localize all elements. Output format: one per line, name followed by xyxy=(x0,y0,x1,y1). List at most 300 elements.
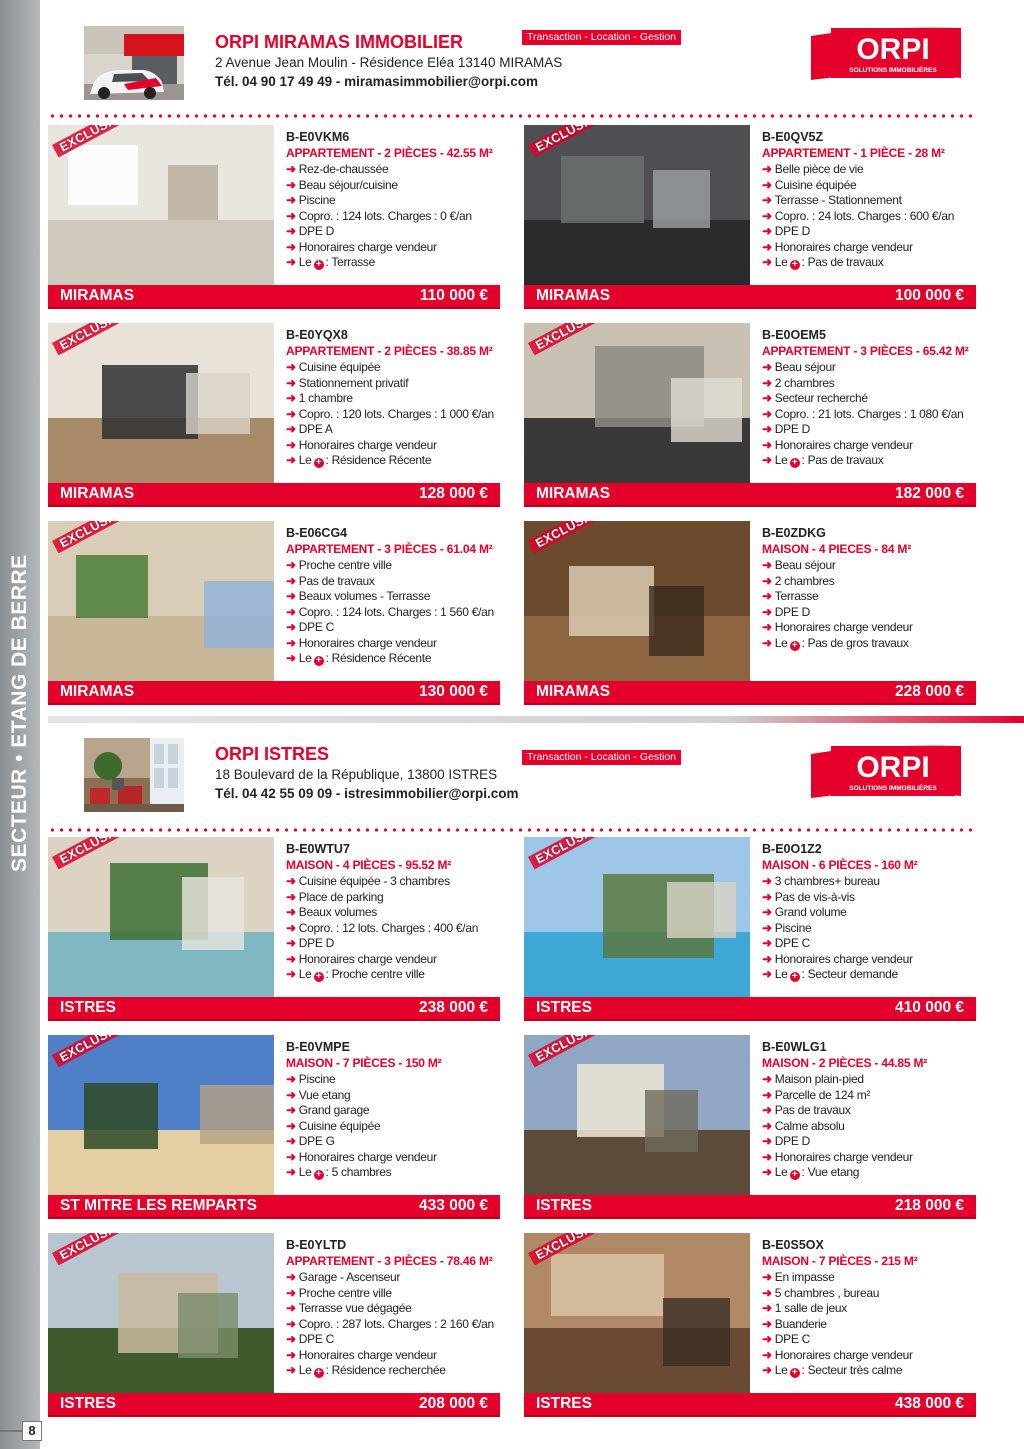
arrow-right-icon: ➜ xyxy=(762,391,772,405)
plus-icon: + xyxy=(790,1368,800,1378)
feature-item xyxy=(286,422,502,438)
listing-card[interactable] xyxy=(48,521,500,706)
feature-text: Copro. : 12 lots. Charges : 400 €/an xyxy=(298,920,479,935)
listing-city: ISTRES xyxy=(536,999,592,1016)
feature-text: Honoraires charge vendeur xyxy=(774,437,913,452)
arrow-right-icon: ➜ xyxy=(762,951,772,966)
page-number: 8 xyxy=(22,1421,42,1441)
listing-city: MIRAMAS xyxy=(60,683,135,700)
listing-city: MIRAMAS xyxy=(536,287,611,304)
listing-city: MIRAMAS xyxy=(536,485,611,502)
plus-icon: + xyxy=(790,1170,800,1180)
feature-list xyxy=(286,162,502,271)
feature-text: DPE C xyxy=(298,620,334,634)
arrow-right-icon: ➜ xyxy=(762,1165,772,1179)
le-plus-prefix: Le xyxy=(298,651,312,665)
feature-text: Parcelle de 124 m² xyxy=(774,1087,871,1102)
feature-item xyxy=(286,1134,502,1150)
feature-text: Copro. : 24 lots. Charges : 600 €/an xyxy=(774,208,955,223)
agency-contact: Tél. 04 90 17 49 49 - miramasimmobilier@orpi.com xyxy=(215,74,539,89)
feature-list xyxy=(286,874,502,983)
listing-card[interactable] xyxy=(48,837,500,1022)
feature-text: Terrasse xyxy=(774,589,819,603)
listing-info xyxy=(286,525,502,667)
feature-text: Beaux volumes xyxy=(298,905,377,919)
listing-type: MAISON - 7 PIÈCES - 215 M² xyxy=(762,1254,918,1268)
listing-photo xyxy=(524,323,750,483)
feature-text: Piscine xyxy=(298,1072,336,1086)
feature-list xyxy=(286,1072,502,1181)
listing-info xyxy=(286,129,502,271)
arrow-right-icon: ➜ xyxy=(286,604,296,619)
le-plus-prefix: Le xyxy=(298,453,312,467)
feature-item xyxy=(286,589,502,605)
feature-item xyxy=(286,636,502,652)
plus-icon: + xyxy=(790,260,800,270)
arrow-right-icon: ➜ xyxy=(286,193,296,207)
arrow-right-icon: ➜ xyxy=(762,889,772,904)
section-divider xyxy=(48,716,1024,723)
feature-item xyxy=(286,376,502,392)
feature-list xyxy=(762,360,978,469)
svg-text:SOLUTIONS IMMOBILIÈRES: SOLUTIONS IMMOBILIÈRES xyxy=(849,67,937,74)
le-plus-text: : Secteur demande xyxy=(801,967,898,981)
le-plus-item xyxy=(762,967,978,983)
feature-text: 2 chambres xyxy=(774,375,835,390)
feature-item xyxy=(286,1072,502,1088)
listing-card[interactable] xyxy=(48,1233,500,1418)
listing-price: 130 000 € xyxy=(419,683,488,700)
plus-icon: + xyxy=(314,1368,324,1378)
listing-type: MAISON - 4 PIÈCES - 95.52 M² xyxy=(286,858,452,872)
listing-photo xyxy=(524,521,750,681)
arrow-right-icon: ➜ xyxy=(762,1103,772,1117)
feature-item xyxy=(762,1301,978,1317)
listing-reference: B-E0OEM5 xyxy=(762,328,826,342)
feature-text: Vue etang xyxy=(298,1087,351,1102)
feature-item xyxy=(762,1088,978,1104)
le-plus-prefix: Le xyxy=(298,967,312,981)
feature-text: Belle pièce de vie xyxy=(774,162,864,176)
feature-text: Honoraires charge vendeur xyxy=(298,437,437,452)
listing-photo xyxy=(48,521,274,681)
le-plus-item xyxy=(286,1165,502,1181)
arrow-right-icon: ➜ xyxy=(286,360,296,374)
arrow-right-icon: ➜ xyxy=(762,874,772,888)
listing-city: MIRAMAS xyxy=(536,683,611,700)
listing-city: MIRAMAS xyxy=(60,485,135,502)
listing-reference: B-E0YQX8 xyxy=(286,328,348,342)
arrow-right-icon: ➜ xyxy=(286,573,296,588)
feature-text: Place de parking xyxy=(298,889,384,904)
listing-card[interactable] xyxy=(48,125,500,310)
listing-reference: B-E0QV5Z xyxy=(762,130,824,144)
dotted-separator xyxy=(48,114,978,118)
listing-card[interactable] xyxy=(524,837,976,1022)
feature-item xyxy=(762,874,978,890)
listing-type: APPARTEMENT - 2 PIÈCES - 38.85 M² xyxy=(286,344,493,358)
feature-item xyxy=(286,936,502,952)
feature-text: 5 chambres , bureau xyxy=(774,1285,880,1300)
listing-photo xyxy=(48,837,274,997)
feature-item xyxy=(762,407,978,423)
arrow-right-icon: ➜ xyxy=(762,1087,772,1102)
listing-type: MAISON - 6 PIÈCES - 160 M² xyxy=(762,858,918,872)
arrow-right-icon: ➜ xyxy=(286,936,296,950)
le-plus-text: : 5 chambres xyxy=(325,1165,392,1179)
feature-text: DPE C xyxy=(774,936,810,950)
feature-item xyxy=(762,209,978,225)
feature-text: DPE G xyxy=(298,1134,335,1148)
agency-name: ORPI ISTRES xyxy=(215,744,330,764)
listing-reference: B-E0YLTD xyxy=(286,1238,347,1252)
le-plus-text: : Résidence Récente xyxy=(325,453,432,467)
feature-text: Honoraires charge vendeur xyxy=(774,239,913,254)
le-plus-text: : Pas de gros travaux xyxy=(801,635,909,650)
feature-item xyxy=(762,589,978,605)
feature-text: Buanderie xyxy=(774,1316,827,1331)
feature-item xyxy=(762,1119,978,1135)
feature-text: Cuisine équipée xyxy=(298,1118,381,1133)
feature-text: Grand volume xyxy=(774,905,847,919)
feature-text: 1 salle de jeux xyxy=(774,1301,847,1315)
feature-item xyxy=(762,162,978,178)
arrow-right-icon: ➜ xyxy=(286,224,296,238)
feature-text: Piscine xyxy=(774,920,812,935)
listing-price: 208 000 € xyxy=(419,1395,488,1412)
feature-item xyxy=(762,890,978,906)
feature-text: Beau séjour xyxy=(774,558,836,572)
feature-item xyxy=(286,558,502,574)
feature-item xyxy=(286,1088,502,1104)
listing-info xyxy=(762,841,978,983)
le-plus-item xyxy=(762,453,978,469)
arrow-right-icon: ➜ xyxy=(286,1072,296,1086)
feature-item xyxy=(762,574,978,590)
listing-city: MIRAMAS xyxy=(60,287,135,304)
le-plus-item xyxy=(286,967,502,983)
feature-text: Honoraires charge vendeur xyxy=(298,635,437,650)
listing-bar xyxy=(524,285,976,309)
orpi-logo xyxy=(811,744,961,798)
arrow-right-icon: ➜ xyxy=(286,1103,296,1117)
feature-text: DPE C xyxy=(774,1332,810,1346)
arrow-right-icon: ➜ xyxy=(762,936,772,950)
feature-item xyxy=(286,162,502,178)
arrow-right-icon: ➜ xyxy=(762,1347,772,1362)
sector-label-text: SECTEUR • ETANG DE BERRE xyxy=(8,554,31,872)
feature-item xyxy=(286,952,502,968)
arrow-right-icon: ➜ xyxy=(762,1363,772,1377)
listing-type: MAISON - 4 PIECES - 84 M² xyxy=(762,542,912,556)
feature-text: Honoraires charge vendeur xyxy=(774,1347,913,1362)
arrow-right-icon: ➜ xyxy=(286,1301,296,1315)
listing-bar xyxy=(524,997,976,1021)
listing-info xyxy=(286,841,502,983)
feature-text: DPE D xyxy=(774,604,810,619)
arrow-right-icon: ➜ xyxy=(762,375,772,390)
feature-text: Copro. : 124 lots. Charges : 1 560 €/an xyxy=(298,604,494,619)
arrow-right-icon: ➜ xyxy=(286,1087,296,1102)
listing-card[interactable] xyxy=(48,323,500,508)
listing-card[interactable] xyxy=(524,125,976,310)
feature-item xyxy=(762,178,978,194)
arrow-right-icon: ➜ xyxy=(286,589,296,603)
listing-card[interactable] xyxy=(524,323,976,508)
feature-item xyxy=(286,1317,502,1333)
listing-info xyxy=(762,327,978,469)
listing-reference: B-E0WLG1 xyxy=(762,1040,827,1054)
arrow-right-icon: ➜ xyxy=(762,1316,772,1331)
arrow-right-icon: ➜ xyxy=(286,1134,296,1148)
feature-item xyxy=(762,921,978,937)
feature-item xyxy=(762,391,978,407)
le-plus-text: : Vue etang xyxy=(801,1165,860,1179)
feature-item xyxy=(762,422,978,438)
feature-item xyxy=(286,1150,502,1166)
listing-price: 238 000 € xyxy=(419,999,488,1016)
feature-text: Stationnement privatif xyxy=(298,375,409,390)
listing-reference: B-E0WTU7 xyxy=(286,842,350,856)
arrow-right-icon: ➜ xyxy=(762,558,772,572)
le-plus-item xyxy=(286,453,502,469)
arrow-right-icon: ➜ xyxy=(762,453,772,467)
listing-price: 182 000 € xyxy=(895,485,964,502)
listing-type: MAISON - 7 PIÈCES - 150 M² xyxy=(286,1056,442,1070)
arrow-right-icon: ➜ xyxy=(286,558,296,572)
listing-photo xyxy=(524,1035,750,1195)
feature-text: Pas de travaux xyxy=(774,1103,851,1117)
arrow-right-icon: ➜ xyxy=(286,1363,296,1377)
orpi-logo xyxy=(811,26,961,80)
listing-reference: B-E0S5OX xyxy=(762,1238,824,1252)
feature-text: Cuisine équipée xyxy=(774,177,857,192)
feature-text: Secteur recherché xyxy=(774,391,868,405)
feature-item xyxy=(762,558,978,574)
plus-icon: + xyxy=(790,972,800,982)
arrow-right-icon: ➜ xyxy=(286,453,296,467)
listing-price: 100 000 € xyxy=(895,287,964,304)
arrow-right-icon: ➜ xyxy=(286,437,296,452)
listing-price: 128 000 € xyxy=(419,485,488,502)
agency-tagline: Transaction - Location - Gestion xyxy=(522,30,681,45)
listing-bar xyxy=(524,483,976,507)
arrow-right-icon: ➜ xyxy=(286,905,296,919)
agency-tagline: Transaction - Location - Gestion xyxy=(522,750,681,765)
listing-city: ST MITRE LES REMPARTS xyxy=(60,1197,257,1214)
feature-item xyxy=(286,574,502,590)
feature-item xyxy=(762,438,978,454)
feature-item xyxy=(762,620,978,636)
arrow-right-icon: ➜ xyxy=(762,177,772,192)
listing-info xyxy=(762,525,978,651)
listing-type: MAISON - 2 PIÈCES - 44.85 M² xyxy=(762,1056,928,1070)
feature-text: Proche centre ville xyxy=(298,1285,392,1300)
arrow-right-icon: ➜ xyxy=(286,1316,296,1331)
arrow-right-icon: ➜ xyxy=(286,967,296,981)
arrow-right-icon: ➜ xyxy=(286,889,296,904)
feature-text: Pas de travaux xyxy=(298,573,375,588)
feature-text: DPE D xyxy=(774,422,810,436)
arrow-right-icon: ➜ xyxy=(762,422,772,436)
feature-list xyxy=(286,1270,502,1379)
feature-item xyxy=(286,1332,502,1348)
listing-reference: B-E0VKM6 xyxy=(286,130,350,144)
agency-contact: Tél. 04 42 55 09 09 - istresimmobilier@orpi.com xyxy=(215,786,519,801)
feature-text: Cuisine équipée xyxy=(298,360,381,374)
listing-bar xyxy=(524,1393,976,1417)
arrow-right-icon: ➜ xyxy=(762,162,772,176)
feature-item xyxy=(762,1317,978,1333)
feature-item xyxy=(286,1119,502,1135)
listing-bar xyxy=(48,1393,500,1417)
page-number-line xyxy=(0,1430,22,1432)
listing-info xyxy=(286,327,502,469)
arrow-right-icon: ➜ xyxy=(286,1165,296,1179)
listing-info xyxy=(762,129,978,271)
feature-item xyxy=(286,240,502,256)
le-plus-text: : Secteur très calme xyxy=(801,1363,903,1377)
arrow-right-icon: ➜ xyxy=(286,635,296,650)
feature-text: Pas de vis-à-vis xyxy=(774,889,855,904)
le-plus-prefix: Le xyxy=(774,1363,788,1377)
listing-price: 110 000 € xyxy=(419,287,488,304)
feature-text: 1 chambre xyxy=(298,391,353,405)
listing-price: 438 000 € xyxy=(895,1395,964,1412)
listing-photo xyxy=(48,1233,274,1393)
plus-icon: + xyxy=(314,972,324,982)
listing-reference: B-E0O1Z2 xyxy=(762,842,822,856)
feature-text: 3 chambres+ bureau xyxy=(774,874,880,888)
feature-text: Cuisine équipée - 3 chambres xyxy=(298,874,450,888)
listing-card[interactable] xyxy=(524,1035,976,1220)
feature-item xyxy=(762,240,978,256)
le-plus-item xyxy=(762,636,978,652)
feature-text: Honoraires charge vendeur xyxy=(774,620,913,634)
feature-list xyxy=(286,360,502,469)
listing-photo xyxy=(524,837,750,997)
arrow-right-icon: ➜ xyxy=(762,1134,772,1148)
arrow-right-icon: ➜ xyxy=(286,239,296,254)
feature-text: Copro. : 120 lots. Charges : 1 000 €/an xyxy=(298,406,494,421)
feature-item xyxy=(762,360,978,376)
listing-price: 218 000 € xyxy=(895,1197,964,1214)
arrow-right-icon: ➜ xyxy=(762,1285,772,1300)
svg-text:ORPI: ORPI xyxy=(856,33,930,66)
arrow-right-icon: ➜ xyxy=(762,635,772,650)
feature-item xyxy=(762,1332,978,1348)
arrow-right-icon: ➜ xyxy=(762,573,772,588)
le-plus-item xyxy=(762,1363,978,1379)
feature-item xyxy=(286,1286,502,1302)
le-plus-prefix: Le xyxy=(774,967,788,981)
le-plus-item xyxy=(286,1363,502,1379)
arrow-right-icon: ➜ xyxy=(762,1332,772,1346)
arrow-right-icon: ➜ xyxy=(286,208,296,223)
listing-info xyxy=(286,1039,502,1181)
arrow-right-icon: ➜ xyxy=(762,239,772,254)
arrow-right-icon: ➜ xyxy=(286,422,296,436)
arrow-right-icon: ➜ xyxy=(286,1149,296,1164)
plus-icon: + xyxy=(314,458,324,468)
le-plus-text: : Résidence Récente xyxy=(325,651,432,665)
le-plus-prefix: Le xyxy=(298,1165,312,1179)
feature-text: Honoraires charge vendeur xyxy=(774,951,913,966)
listing-city: ISTRES xyxy=(60,1395,116,1412)
listing-info xyxy=(762,1039,978,1181)
feature-item xyxy=(762,224,978,240)
feature-text: Maison plain-pied xyxy=(774,1072,864,1086)
le-plus-text: : Pas de travaux xyxy=(801,255,884,269)
le-plus-prefix: Le xyxy=(298,255,312,269)
feature-item xyxy=(762,193,978,209)
feature-text: Copro. : 287 lots. Charges : 2 160 €/an xyxy=(298,1316,494,1331)
feature-text: Proche centre ville xyxy=(298,558,392,572)
feature-text: Beau séjour xyxy=(774,360,836,374)
listing-card[interactable] xyxy=(48,1035,500,1220)
feature-text: DPE C xyxy=(298,1332,334,1346)
listing-photo xyxy=(48,125,274,285)
arrow-right-icon: ➜ xyxy=(286,920,296,935)
feature-text: Honoraires charge vendeur xyxy=(298,1347,437,1362)
listing-type: APPARTEMENT - 2 PIÈCES - 42.55 M² xyxy=(286,146,493,160)
arrow-right-icon: ➜ xyxy=(762,920,772,935)
arrow-right-icon: ➜ xyxy=(762,1118,772,1133)
feature-item xyxy=(762,605,978,621)
feature-item xyxy=(286,178,502,194)
feature-text: Terrasse vue dégagée xyxy=(298,1301,412,1315)
agency-address: 18 Boulevard de la République, 13800 ISTRES xyxy=(215,767,498,782)
feature-item xyxy=(762,1270,978,1286)
arrow-right-icon: ➜ xyxy=(762,406,772,421)
arrow-right-icon: ➜ xyxy=(762,360,772,374)
le-plus-text: : Résidence recherchée xyxy=(325,1363,446,1377)
arrow-right-icon: ➜ xyxy=(762,208,772,223)
arrow-right-icon: ➜ xyxy=(762,589,772,603)
le-plus-prefix: Le xyxy=(774,255,788,269)
feature-text: Honoraires charge vendeur xyxy=(298,1149,437,1164)
listing-info xyxy=(762,1237,978,1379)
arrow-right-icon: ➜ xyxy=(286,255,296,269)
arrow-right-icon: ➜ xyxy=(762,604,772,619)
listing-reference: B-E0VMPE xyxy=(286,1040,350,1054)
listing-city: ISTRES xyxy=(536,1197,592,1214)
feature-text: Calme absolu xyxy=(774,1118,845,1133)
listing-card[interactable] xyxy=(524,521,976,706)
listing-bar xyxy=(48,1195,500,1219)
arrow-right-icon: ➜ xyxy=(286,162,296,176)
arrow-right-icon: ➜ xyxy=(762,620,772,634)
arrow-right-icon: ➜ xyxy=(762,1270,772,1284)
listing-price: 433 000 € xyxy=(419,1197,488,1214)
listing-reference: B-E06CG4 xyxy=(286,526,348,540)
feature-text: Grand garage xyxy=(298,1103,370,1117)
feature-text: DPE D xyxy=(298,936,334,950)
feature-text: Beau séjour/cuisine xyxy=(298,177,398,192)
plus-icon: + xyxy=(314,260,324,270)
feature-item xyxy=(762,1286,978,1302)
le-plus-item xyxy=(286,255,502,271)
feature-item xyxy=(286,874,502,890)
listing-card[interactable] xyxy=(524,1233,976,1418)
listing-type: APPARTEMENT - 3 PIÈCES - 78.46 M² xyxy=(286,1254,493,1268)
feature-text: Honoraires charge vendeur xyxy=(298,951,437,966)
plus-icon: + xyxy=(314,1170,324,1180)
feature-item xyxy=(762,1348,978,1364)
arrow-right-icon: ➜ xyxy=(762,967,772,981)
arrow-right-icon: ➜ xyxy=(286,1118,296,1133)
feature-list xyxy=(286,558,502,667)
